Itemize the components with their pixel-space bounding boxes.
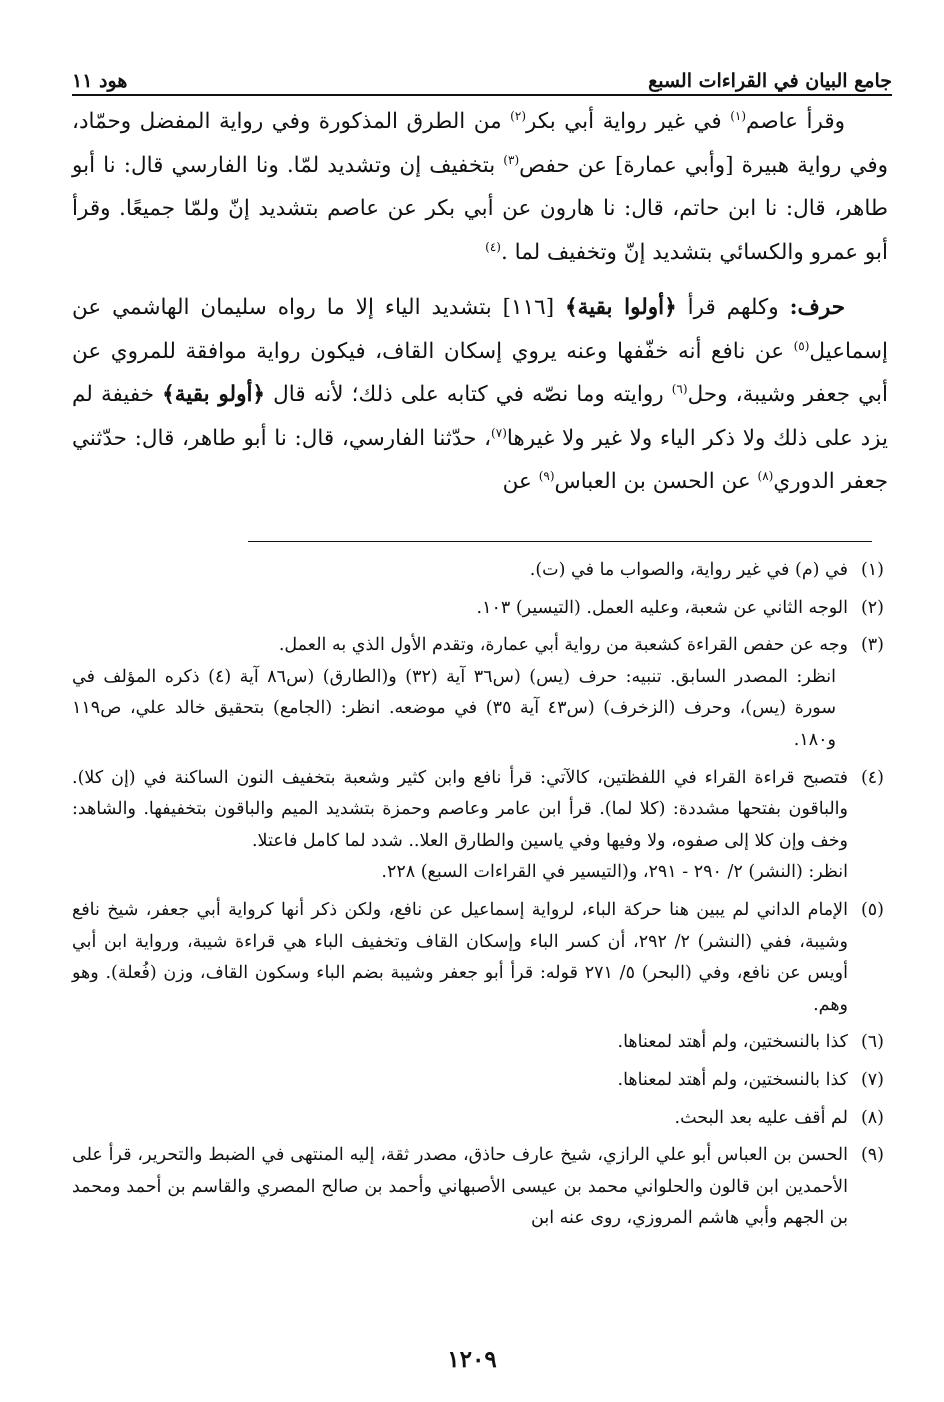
footnote-number: (٤) — [860, 767, 884, 788]
footnote-1 — [72, 555, 884, 587]
footnote-number: (٧) — [860, 1069, 884, 1090]
text-run: من الطرق المذكورة وفي رواية المفضل وحمّاد، وفي رواية هبيرة [وأبي عمارة] عن حفص — [72, 109, 888, 178]
footnote-source: انظر: المصدر السابق. تنبيه: حرف (يس) (س٣٦ آية (٣٢) و(الطارق) (س٨٦ آية (٤) ذكره المؤلف في سورة (يس)، وحرف (الزخرف) (س٤٣ آية ٣٥) في موضعه. انظر: (الجامع) بتحقيق خالد علي، ص١١٩ و١٨٠. — [72, 666, 836, 750]
footnote-number: (٥) — [860, 899, 884, 920]
footnotes — [72, 555, 884, 1241]
text-run: روايته وما نصّه في كتابه على ذلك؛ لأنه قال — [265, 382, 672, 407]
footnote-ref-8[interactable]: (٨) — [757, 468, 774, 483]
text-run: عن نافع أنه خفّفها وعنه يروي إسكان القاف، فيكون رواية موافقة للمروي عن أبي جعفر وشيبة، وحل — [72, 338, 888, 407]
footnote-9 — [72, 1140, 884, 1235]
running-head — [72, 52, 892, 92]
footnote-number: (٢) — [860, 597, 884, 618]
footnote-ref-6[interactable]: (٦) — [671, 381, 688, 396]
footnote-number: (١) — [860, 560, 884, 580]
text-run: عن الحسن بن العباس — [554, 469, 758, 494]
footnote-text: في (م) في غير رواية، والصواب ما في (ت). — [529, 560, 848, 580]
footnote-text: وجه عن حفص القراءة كشعبة من رواية أبي عمارة، وتقدم الأول الذي به العمل. — [278, 635, 848, 656]
footnote-text: لم أقف عليه بعد البحث. — [674, 1107, 848, 1128]
footnote-text: الوجه الثاني عن شعبة، وعليه العمل. (التيسير) ١٠٣. — [476, 597, 848, 618]
footnote-separator — [248, 541, 872, 542]
chapter-label: هود ١١ — [72, 70, 128, 92]
text-run: وقرأ عاصم — [746, 109, 846, 134]
footnote-2 — [72, 593, 884, 625]
footnote-6 — [72, 1027, 884, 1059]
footnote-4 — [72, 763, 884, 889]
footnote-number: (٦) — [860, 1032, 884, 1053]
footnote-ref-2[interactable]: (٢) — [510, 108, 526, 123]
header-rule — [72, 94, 892, 96]
footnote-number: (٩) — [860, 1145, 884, 1166]
quran-quote: ﴿أولوا بقية﴾ — [565, 295, 677, 320]
text-run: في غير رواية أبي بكر — [526, 109, 731, 134]
quran-quote: ﴿أولو بقية﴾ — [162, 382, 266, 407]
footnote-ref-1[interactable]: (١) — [730, 108, 747, 123]
section-label: حرف: — [789, 295, 845, 320]
footnote-ref-7[interactable]: (٧) — [491, 425, 507, 440]
footnote-text: فتصبح قراءة القراء في اللفظتين، كالآتي: قرأ نافع وابن كثير وشعبة بتخفيف النون الساكنة في (إن كلا). والباقون بفتحها مشددة: (كلا لما). قرأ ابن عامر وعاصم وحمزة بتشديد الميم والباقون بتخفيفها. والشاهد: وخف وإن كلا إلى صفوه، ولا وفيها وفي ياسين والطارق العلا.. شدد لما كامل فاعتلا. — [72, 767, 848, 851]
footnote-number: (٣) — [860, 635, 884, 656]
footnote-text: الحسن بن العباس أبو علي الرازي، شيخ عارف حاذق، مصدر ثقة، إليه المنتهى في الضبط والتحرير، قرأ على الأحمدين ابن قالون والحلواني محمد بن عيسى الأصبهاني وأحمد بن صالح المصري والقاسم بن أحمد ومحمد بن الجهم وأبي هاشم المروزي، روى عنه ابن — [72, 1145, 848, 1229]
footnote-ref-4[interactable]: (٤) — [485, 239, 501, 254]
paragraph-1 — [72, 100, 888, 274]
page-number: ١٢٠٩ — [447, 1346, 497, 1373]
footnote-ref-3[interactable]: (٣) — [503, 152, 520, 167]
footnote-ref-5[interactable]: (٥) — [793, 338, 810, 353]
book-title: جامع البيان في القراءات السبع — [648, 70, 892, 92]
footnote-ref-9[interactable]: (٩) — [538, 468, 555, 483]
text-run: بتخفيف إن وتشديد لمّا. ونا الفارسي قال: نا أبو طاهر، قال: نا ابن حاتم، قال: نا هارون عن أبي بكر عن عاصم بتشديد إنّ ولمّا جميعًا. وقرأ أبو عمرو والكسائي بتشديد إنّ وتخفيف لما . — [72, 152, 888, 265]
footnote-source: انظر: (النشر) ٢/ ٢٩٠ - ٢٩١، و(التيسير في القراءات السبع) ٢٢٨. — [381, 862, 848, 883]
footnote-8 — [72, 1103, 884, 1135]
text-run: خفيفة لم يزد على ذلك ولا ذكر الياء ولا غير ولا غيرها — [72, 382, 888, 451]
main-text — [72, 100, 888, 504]
text-run: ، حدّثنا الفارسي، قال: نا أبو طاهر، قال: حدّثني جعفر الدوري — [72, 425, 888, 494]
footnote-text: الإمام الداني لم يبين هنا حركة الباء، لرواية إسماعيل عن نافع، ولكن ذكر أنها كرواية أبي جعفر، شيخ نافع وشيبة، ففي (النشر) ٢/ ٢٩٢، أن كسر الباء وإسكان القاف وتخفيف الباء هي قراءة شيبة، ورواية ابن أبي أويس عن نافع، وفي (البحر) ٥/ ٢٧١ قوله: قرأ أبو جعفر وشيبة بضم الباء وسكون القاف، وزن (فُعلة). وهو وهم. — [72, 899, 849, 1015]
text-run: عن — [502, 469, 539, 494]
paragraph-2 — [72, 286, 888, 504]
text-run: وكلهم قرأ — [676, 295, 790, 320]
footnote-5 — [72, 895, 884, 1021]
footnote-number: (٨) — [860, 1107, 884, 1128]
footnote-7 — [72, 1065, 884, 1097]
footnote-text: كذا بالنسختين، ولم أهتد لمعناها. — [617, 1032, 848, 1053]
footnote-text: كذا بالنسختين، ولم أهتد لمعناها. — [617, 1069, 848, 1090]
text-run: [١١٦] بتشديد الياء إلا ما رواه سليمان الهاشمي عن إسماعيل — [72, 295, 888, 364]
footnote-3 — [72, 630, 884, 756]
